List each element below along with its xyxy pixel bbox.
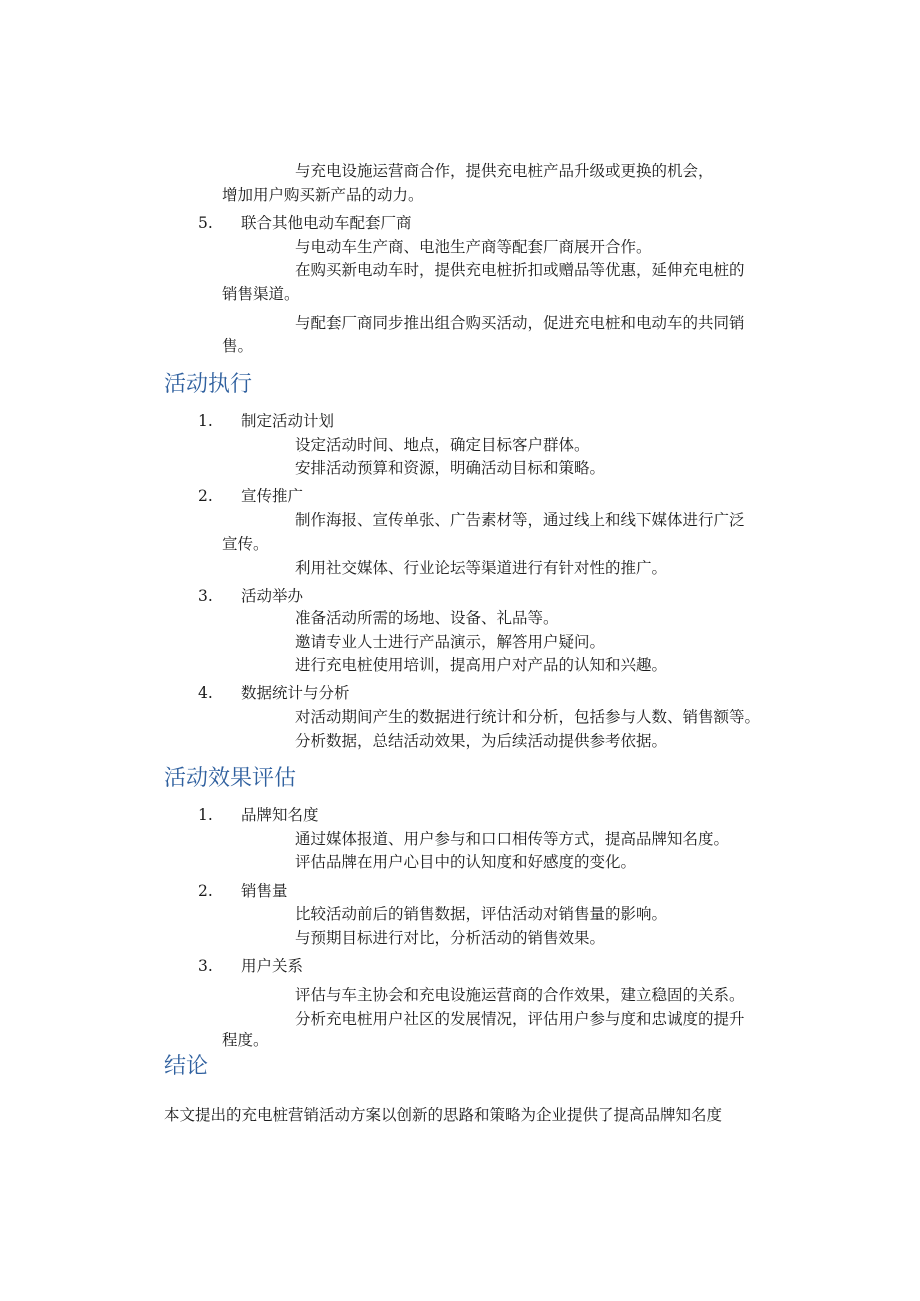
section-heading-evaluation: 活动效果评估 [164, 766, 297, 791]
list-number: 4. [198, 684, 213, 702]
paragraph-line: 安排活动预算和资源，明确活动目标和策略。 [295, 459, 606, 477]
paragraph-line: 与配套厂商同步推出组合购买活动，促进充电桩和电动车的共同销 [295, 314, 745, 332]
paragraph-line: 设定活动时间、地点，确定目标客户群体。 [295, 436, 590, 454]
paragraph-line: 制作海报、宣传单张、广告素材等，通过线上和线下媒体进行广泛 [295, 511, 745, 529]
paragraph-line: 增加用户购买新产品的动力。 [222, 186, 424, 204]
list-number: 2. [198, 487, 213, 505]
list-number: 1. [198, 412, 213, 430]
paragraph-line: 分析数据，总结活动效果，为后续活动提供参考依据。 [295, 732, 668, 750]
paragraph-line: 在购买新电动车时，提供充电桩折扣或赠品等优惠，延伸充电桩的 [295, 261, 745, 279]
list-item-title: 联合其他电动车配套厂商 [241, 214, 412, 232]
paragraph-line: 宣传。 [222, 535, 269, 553]
paragraph-line: 准备活动所需的场地、设备、礼品等。 [295, 609, 559, 627]
section-heading-conclusion: 结论 [164, 1054, 209, 1079]
list-item-title: 数据统计与分析 [241, 684, 350, 702]
list-item-title: 用户关系 [241, 957, 304, 975]
paragraph-line: 分析充电桩用户社区的发展情况，评估用户参与度和忠诚度的提升 [295, 1010, 745, 1028]
paragraph-line: 比较活动前后的销售数据，评估活动对销售量的影响。 [295, 905, 668, 923]
list-item-title: 宣传推广 [241, 487, 304, 505]
paragraph-line: 利用社交媒体、行业论坛等渠道进行有针对性的推广。 [295, 559, 668, 577]
paragraph-line: 进行充电桩使用培训，提高用户对产品的认知和兴趣。 [295, 656, 668, 674]
list-item-title: 品牌知名度 [241, 806, 319, 824]
paragraph-line: 对活动期间产生的数据进行统计和分析，包括参与人数、销售额等。 [295, 708, 761, 726]
paragraph-line: 评估与车主协会和充电设施运营商的合作效果，建立稳固的关系。 [295, 986, 745, 1004]
conclusion-text: 本文提出的充电桩营销活动方案以创新的思路和策略为企业提供了提高品牌知名度 [164, 1106, 723, 1124]
paragraph-line: 通过媒体报道、用户参与和口口相传等方式，提高品牌知名度。 [295, 830, 730, 848]
list-item-title: 销售量 [241, 882, 288, 900]
list-number: 2. [198, 882, 213, 900]
paragraph-line: 与充电设施运营商合作，提供充电桩产品升级或更换的机会， [295, 162, 714, 180]
list-number: 3. [198, 957, 213, 975]
paragraph-line: 评估品牌在用户心目中的认知度和好感度的变化。 [295, 853, 637, 871]
section-heading-execution: 活动执行 [164, 372, 253, 397]
paragraph-line: 程度。 [222, 1031, 269, 1049]
paragraph-line: 与预期目标进行对比，分析活动的销售效果。 [295, 929, 606, 947]
list-number: 3. [198, 587, 213, 605]
list-number: 1. [198, 806, 213, 824]
list-number: 5. [198, 214, 213, 232]
list-item-title: 活动举办 [241, 587, 304, 605]
paragraph-line: 销售渠道。 [222, 285, 300, 303]
paragraph-line: 邀请专业人士进行产品演示，解答用户疑问。 [295, 633, 606, 651]
paragraph-line: 售。 [222, 337, 254, 355]
list-item-title: 制定活动计划 [241, 412, 335, 430]
paragraph-line: 与电动车生产商、电池生产商等配套厂商展开合作。 [295, 238, 652, 256]
